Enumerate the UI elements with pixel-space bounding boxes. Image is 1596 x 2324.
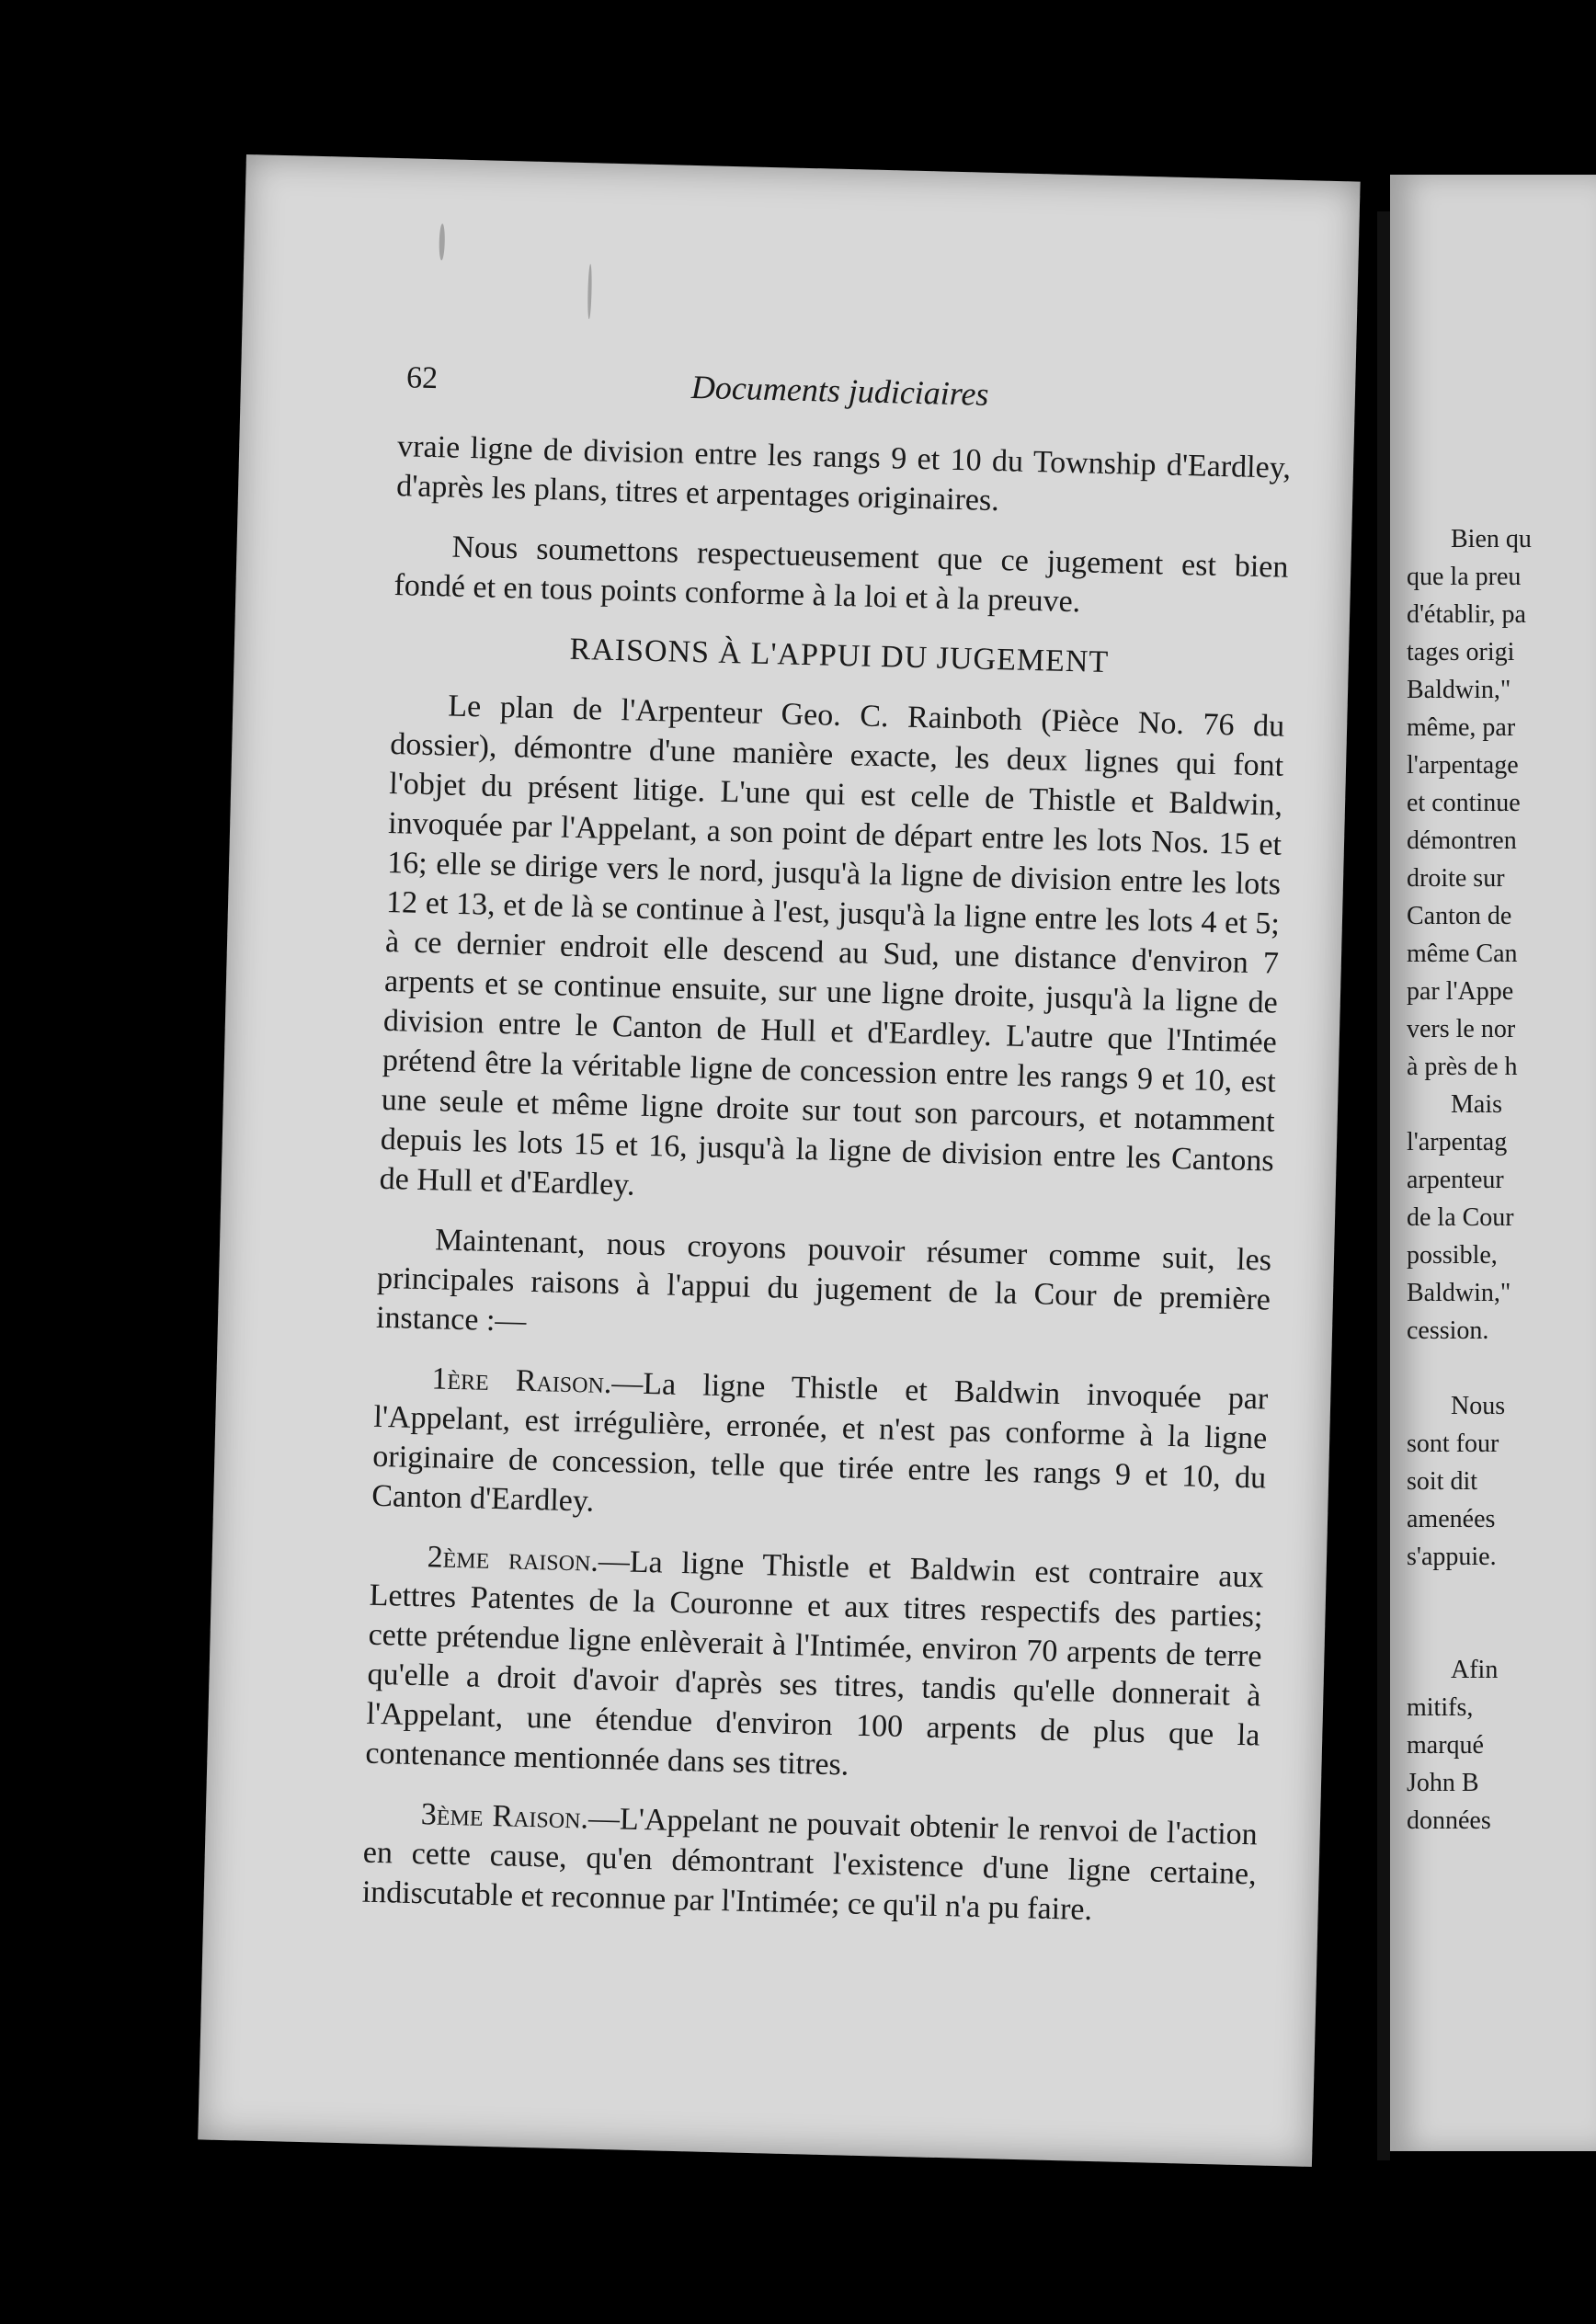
paragraph-submission: Nous soumettons respectueusement que ce jugement est bien fondé et en tous points conforme à la loi et à la preuve. bbox=[393, 530, 1289, 620]
right-line: Bien qu bbox=[1451, 525, 1532, 553]
right-line: l'arpentag bbox=[1407, 1128, 1508, 1156]
reason-2-text: —La ligne Thistle et Baldwin est contraire aux Lettres Patentes de la Couronne et aux titres respectifs des parties; cette prétendue ligne enlèverait à l'Intimée, environ 70 arpents de terre qu'elle a droit d'avoir d'après ses titres, tandis qu'elle donnerait à l'Appelant, une étendue d'environ 100 arpents de plus que la contenance mentionnée dans ses titres. bbox=[365, 1544, 1264, 1783]
right-page bbox=[1390, 175, 1596, 2151]
section-heading: RAISONS À L'APPUI DU JUGEMENT bbox=[569, 632, 1110, 680]
reason-1 bbox=[371, 1358, 1269, 1538]
right-line: arpenteur bbox=[1407, 1166, 1504, 1194]
right-line: Baldwin," bbox=[1407, 1279, 1511, 1307]
paragraph-continuation: vraie ligne de division entre les rangs 9 et 10 du Township d'Eardley, d'après les plans, titres et arpentages originaires. bbox=[395, 429, 1292, 518]
spacer bbox=[1407, 1350, 1596, 1387]
spacer bbox=[1407, 1613, 1596, 1651]
right-line: Baldwin," bbox=[1407, 676, 1511, 704]
right-line: démontren bbox=[1407, 826, 1517, 855]
reason-3-label: 3ème Raison. bbox=[420, 1797, 589, 1836]
reason-3 bbox=[361, 1794, 1258, 1934]
right-line: même Can bbox=[1407, 940, 1518, 968]
body-text bbox=[361, 427, 1292, 1954]
right-line: soit dit bbox=[1407, 1467, 1478, 1496]
right-line: que la preu bbox=[1407, 563, 1522, 591]
page-number: 62 bbox=[405, 360, 439, 396]
right-line: l'arpentage bbox=[1407, 751, 1519, 780]
right-line: John B bbox=[1407, 1769, 1479, 1797]
reason-1-text: —La ligne Thistle et Baldwin invoquée par l'Appelant, est irrégulière, erronée, et n'est pas conforme à la ligne originaire de concession, telle que tirée entre les rangs 9 et 10, du Canton d'Eardley. bbox=[370, 1366, 1269, 1519]
page-gutter bbox=[1377, 211, 1390, 2160]
right-line: d'établir, pa bbox=[1407, 600, 1526, 629]
paragraph-summary: Maintenant, nous croyons pouvoir résumer comme suit, les principales raisons à l'appui du jugement de la Cour de première instance :— bbox=[375, 1223, 1272, 1339]
spacer bbox=[1407, 1576, 1596, 1613]
right-line: tages origi bbox=[1407, 638, 1515, 666]
scan-speck bbox=[587, 264, 592, 319]
right-line: s'appuie. bbox=[1407, 1543, 1497, 1571]
right-line: droite sur bbox=[1407, 864, 1505, 893]
scan-speck bbox=[439, 223, 445, 260]
reason-1-label: 1ère Raison. bbox=[431, 1361, 612, 1401]
right-line: et continue bbox=[1407, 789, 1521, 817]
right-line: amenées bbox=[1407, 1505, 1496, 1533]
left-page bbox=[198, 154, 1360, 2167]
right-line: Nous bbox=[1451, 1392, 1506, 1420]
right-line: possible, bbox=[1407, 1241, 1498, 1270]
right-line: même, par bbox=[1407, 713, 1516, 742]
right-line: vers le nor bbox=[1407, 1015, 1516, 1043]
right-line: Mais bbox=[1451, 1090, 1502, 1119]
right-line: Afin bbox=[1451, 1656, 1499, 1684]
right-line: Canton de bbox=[1407, 902, 1512, 930]
reason-3-text: —L'Appelant ne pouvait obtenir le renvoi de l'action en cette cause, qu'en démontrant l'existence d'une ligne certaine, indiscutable et reconnue par l'Intimée; ce qu'il n'a pu faire. bbox=[361, 1801, 1259, 1928]
running-title: Documents judiciaires bbox=[690, 368, 989, 413]
reason-2-label: 2ème raison. bbox=[427, 1540, 599, 1578]
page-header bbox=[405, 360, 1326, 438]
right-line: marqué bbox=[1407, 1731, 1484, 1760]
right-line: données bbox=[1407, 1806, 1491, 1835]
right-line: mitifs, bbox=[1407, 1693, 1474, 1722]
right-line: de la Cour bbox=[1407, 1203, 1514, 1232]
right-line: par l'Appe bbox=[1407, 977, 1514, 1006]
paragraph-plan: Le plan de l'Arpenteur Geo. C. Rainboth (Pièce No. 76 du dossier), démontre d'une manière exacte, les deux lignes qui font l'objet du présent litige. L'une qui est celle de Thistle et Baldwin, invoquée par l'Appelant, a son point de départ entre les lots Nos. 15 et 16; elle se dirige vers le nord, jusqu'à la ligne de division entre les lots 12 et 13, et de là se continue à l'est, jusqu'à la ligne entre les lots 4 et 5; à ce dernier endroit elle descend au Sud, une distance d'environ 7 arpents et se continue ensuite, sur une ligne droite, jusqu'à la ligne de division entre le Canton de Hull et d'Eardley. L'autre que l'Intimée prétend être la véritable ligne de concession entre les rangs 9 et 10, est une seule et même ligne droite sur tout son parcours, et notamment depuis les lots 15 et 16, jusqu'à la ligne de division entre les Cantons de Hull et d'Eardley. bbox=[379, 689, 1285, 1202]
right-line: sont four bbox=[1407, 1430, 1499, 1458]
right-line: cession. bbox=[1407, 1316, 1489, 1345]
right-page-text bbox=[1407, 520, 1596, 1840]
reason-2 bbox=[365, 1536, 1264, 1795]
right-line: à près de h bbox=[1407, 1053, 1518, 1081]
